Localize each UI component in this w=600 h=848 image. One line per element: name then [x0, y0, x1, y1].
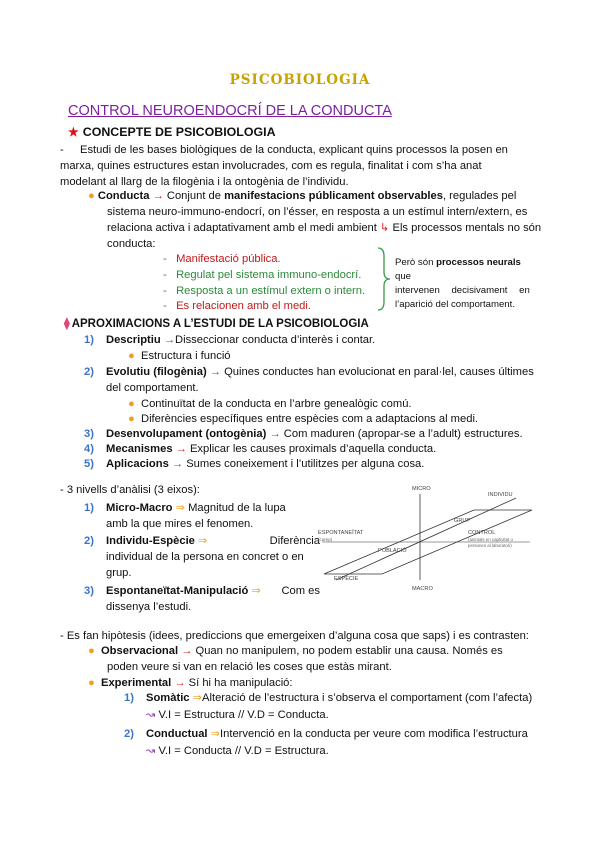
- diagram-label-especie: ESPÈCIE: [334, 576, 359, 582]
- level-item: 3) Espontaneïtat-Manipulació ⇒ Com es dissenya l’estudi.: [84, 585, 320, 614]
- section-title: CONTROL NEUROENDOCRÍ DE LA CONDUCTA: [68, 103, 392, 119]
- bullet-icon: ●: [88, 190, 95, 202]
- diagram-label-espontaneitat: ESPONTANEÏTAT: [318, 530, 364, 536]
- feature-item: - Es relacionen amb el medi.: [163, 300, 312, 312]
- approach-item: 1) Descriptiu →Disseccionar conducta d’interès i contar.: [84, 334, 376, 346]
- approach-item: 2) Evolutiu (filogènia) → Quines conductes han evolucionat en paral·lel, causes últimes: [84, 366, 534, 378]
- approaches-heading: ⧫ APROXIMACIONS A L’ESTUDI DE LA PSICOBIOLOGIA: [64, 318, 369, 330]
- approach-item-cont: del comportament.: [106, 382, 199, 394]
- intro-line: modelant al llarg de la filogènia i la ontogènia de l’individu.: [60, 176, 349, 188]
- experimental-item: ● Experimental → Sí hi ha manipulació:: [88, 677, 293, 689]
- experimental-subitem: 2) Conductual ⇒Intervenció en la conducta per veure com modifica l’estructura: [124, 728, 528, 740]
- arrow-icon: →: [209, 366, 221, 378]
- feature-item: - Resposta a un estímul extern o intern.: [163, 285, 366, 297]
- feature-item: - Regulat pel sistema immuno-endocrí.: [163, 269, 362, 281]
- variables-line: ↝ V.I = Conducta // V.D = Estructura.: [146, 745, 329, 757]
- pin-icon: ⧫: [64, 318, 70, 330]
- approach-item: 3) Desenvolupament (ontogènia) → Com maduren (apropar-se a l’adult) estructures.: [84, 428, 523, 440]
- approach-subitem: ● Estructura i funció: [128, 350, 231, 362]
- double-arrow-icon: ⇒: [175, 502, 185, 514]
- approach-subitem: ● Continuïtat de la conducta en l’arbre genealògic comú.: [128, 398, 412, 410]
- arrow-icon: →: [163, 334, 176, 346]
- bullet-icon: ●: [88, 645, 95, 657]
- arrow-icon: →: [171, 458, 184, 470]
- approach-subitem: ● Diferències específiques entre espècies com a adaptacions al medi.: [128, 413, 479, 425]
- diagram-label-macro: MACRO: [412, 586, 433, 592]
- squiggle-arrow-icon: ↝: [146, 745, 156, 757]
- hypotheses-intro: - Es fan hipòtesis (idees, prediccions que emergeixen d’alguna cosa que saps) i es contrasten:: [60, 630, 529, 642]
- conducta-line-3: relaciona activa i adaptativament amb el medi ambient ↳ Els processos mentals no són: [107, 222, 542, 234]
- diagram-label-camp: (camp): [318, 537, 333, 542]
- return-arrow-icon: ↳: [380, 222, 390, 234]
- bullet-icon: ●: [88, 677, 95, 689]
- diagram-label-grup: GRUP: [454, 518, 471, 524]
- arrow-icon: →: [269, 428, 281, 440]
- double-arrow-icon: ⇒: [192, 692, 203, 704]
- bullet-icon: ●: [128, 413, 135, 425]
- conducta-line-1: ● Conducta → Conjunt de manifestacions públicament observables, regulades pel: [88, 190, 517, 202]
- page-title: PSICOBIOLOGIA: [229, 72, 371, 88]
- level-item: 1) Micro-Macro ⇒ Magnitud de la lupa amb la que mires el fenomen.: [84, 502, 286, 531]
- double-arrow-icon: ⇒: [210, 728, 221, 740]
- experimental-subitem: 1) Somàtic ⇒Alteració de l’estructura i s’observa el comportament (com l’afecta): [124, 692, 533, 704]
- levels-intro: - 3 nivells d’anàlisi (3 eixos):: [60, 484, 200, 496]
- concept-heading: ★ CONCEPTE DE PSICOBIOLOGIA: [68, 125, 276, 139]
- curly-brace-icon: [374, 246, 394, 312]
- dash-marker: -: [60, 144, 64, 156]
- approach-item: 4) Mecanismes → Explicar les causes proximals d’aquella conducta.: [84, 443, 437, 455]
- arrow-icon: →: [175, 443, 187, 455]
- diagram-label-control-sub: persones al laboratori): [468, 543, 512, 548]
- diagram-label-micro: MICRO: [412, 486, 431, 492]
- feature-item: - Manifestació pública.: [163, 253, 281, 265]
- intro-line: marxa, quines estructures estan involucrades, com es regula, finalitat i com s’ha anat: [60, 160, 482, 172]
- bullet-icon: ●: [128, 350, 135, 362]
- double-arrow-icon: ⇒: [198, 535, 208, 547]
- double-arrow-icon: ⇒: [251, 585, 261, 597]
- neural-note: Però són processos neurals que intervenen decisivament en l’aparició del comportament.: [395, 257, 530, 310]
- arrow-icon: →: [152, 190, 164, 202]
- approach-item: 5) Aplicacions → Sumes coneixement i l’utilitzes per alguna cosa.: [84, 458, 425, 470]
- diagram-label-control: CONTROL: [468, 530, 496, 536]
- conducta-line-2: sistema neuro-immuno-endocrí, on l’ésser, en resposta a un estímul intern/extern, es: [107, 206, 528, 218]
- bullet-icon: ●: [128, 398, 135, 410]
- axes-diagram: [316, 482, 536, 594]
- intro-line: Estudi de les bases biològiques de la conducta, explicant quins processos la posen en: [80, 144, 508, 156]
- star-icon: ★: [68, 125, 79, 139]
- arrow-icon: →: [174, 677, 186, 689]
- arrow-icon: →: [181, 645, 193, 657]
- observational-item: ● Observacional → Quan no manipulem, no podem establir una causa. Només es poden veure si van en relació les coses que estàs mirant.: [88, 645, 503, 674]
- variables-line: ↝ V.I = Estructura // V.D = Conducta.: [146, 709, 329, 721]
- diagram-label-individu: INDIVIDU: [488, 492, 513, 498]
- conducta-line-4: conducta:: [107, 238, 156, 250]
- squiggle-arrow-icon: ↝: [146, 709, 156, 721]
- diagram-label-poblacio: POBLACIÓ: [378, 548, 407, 554]
- level-item: 2) Individu-Espècie ⇒ Diferència individual de la persona en concret o en grup.: [84, 535, 320, 580]
- diagram-label-control-sub: (animals en captivitat o: [468, 537, 513, 542]
